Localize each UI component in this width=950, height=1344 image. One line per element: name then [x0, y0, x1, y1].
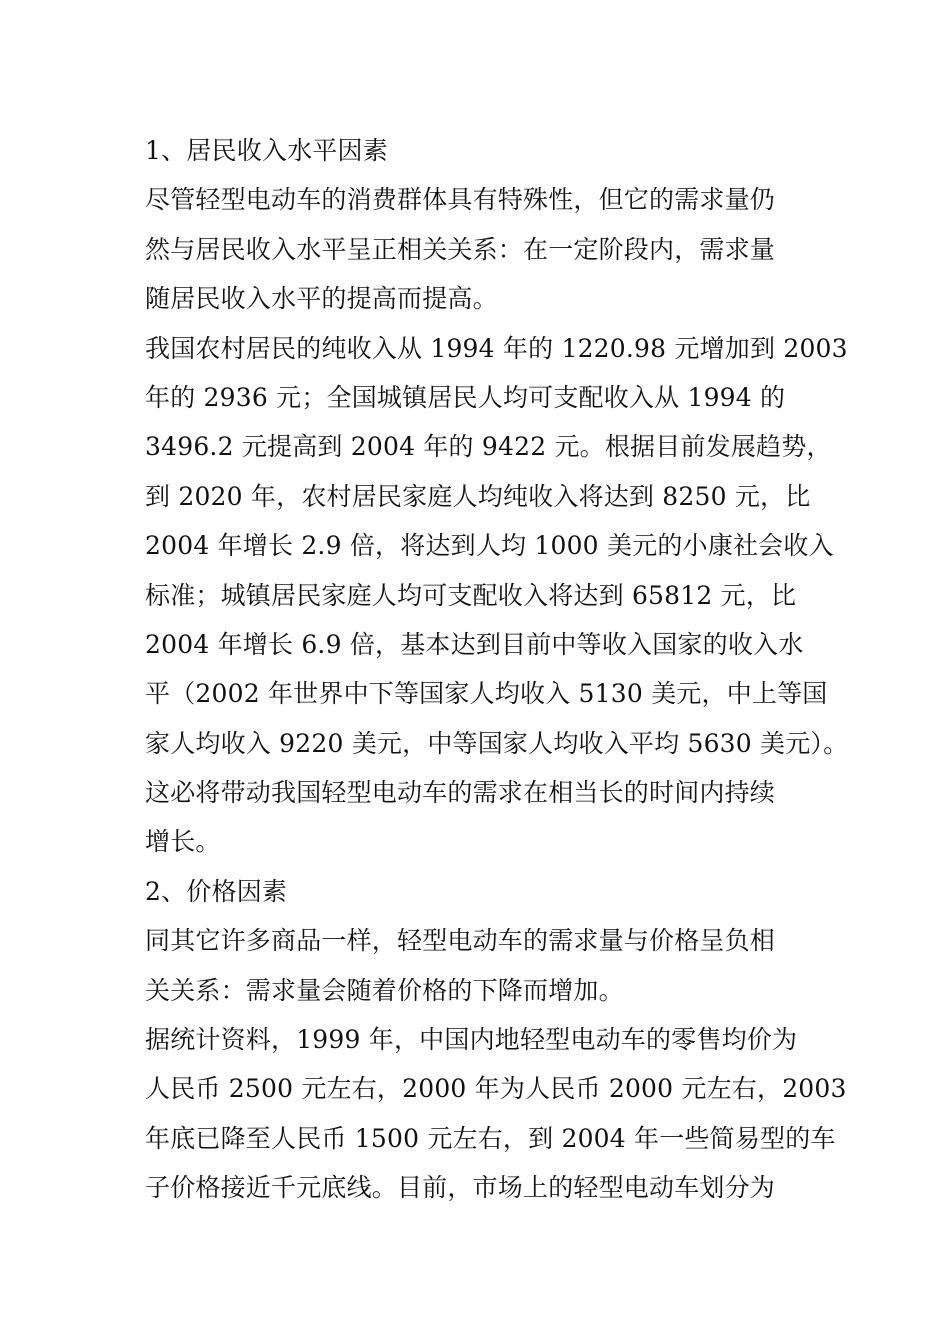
section-heading-price: 2、价格因素	[145, 876, 288, 906]
paragraph-line: 我国农村居民的纯收入从 1994 年的 1220.98 元增加到 2003	[145, 333, 848, 363]
paragraph-line: 随居民收入水平的提高而提高。	[145, 284, 498, 314]
paragraph-line: 家人均收入 9220 美元，中等国家人均收入平均 5630 美元）。	[145, 728, 849, 758]
paragraph-line: 年的 2936 元；全国城镇居民人均可支配收入从 1994 的	[145, 382, 786, 412]
paragraph-line: 人民币 2500 元左右，2000 年为人民币 2000 元左右，2003	[145, 1074, 847, 1104]
paragraph-line: 增长。	[145, 827, 221, 857]
paragraph-line: 平（2002 年世界中下等国家人均收入 5130 美元，中上等国	[145, 679, 828, 709]
document-body	[145, 126, 849, 1213]
section-heading-income: 1、居民收入水平因素	[145, 136, 388, 165]
paragraph-line: 同其它许多商品一样，轻型电动车的需求量与价格呈负相	[145, 926, 776, 956]
paragraph-line: 关关系：需求量会随着价格的下降而增加。	[145, 975, 624, 1005]
paragraph-line: 年底已降至人民币 1500 元左右，到 2004 年一些简易型的车	[145, 1123, 836, 1153]
paragraph-line: 到 2020 年，农村居民家庭人均纯收入将达到 8250 元，比	[145, 481, 811, 511]
paragraph-line: 3496.2 元提高到 2004 年的 9422 元。根据目前发展趋势，	[145, 432, 832, 462]
paragraph-line: 然与居民收入水平呈正相关关系：在一定阶段内，需求量	[145, 234, 776, 264]
paragraph-line: 这必将带动我国轻型电动车的需求在相当长的时间内持续	[145, 778, 776, 808]
paragraph-line: 子价格接近千元底线。目前，市场上的轻型电动车划分为	[145, 1173, 776, 1203]
paragraph-line: 尽管轻型电动车的消费群体具有特殊性，但它的需求量仍	[145, 185, 776, 215]
paragraph-line: 据统计资料，1999 年，中国内地轻型电动车的零售均价为	[145, 1025, 798, 1055]
paragraph-line: 标准；城镇居民家庭人均可支配收入将达到 65812 元，比	[145, 580, 797, 610]
paragraph-line: 2004 年增长 6.9 倍，基本达到目前中等收入国家的收入水	[145, 629, 804, 659]
paragraph-line: 2004 年增长 2.9 倍，将达到人均 1000 美元的小康社会收入	[145, 531, 834, 561]
